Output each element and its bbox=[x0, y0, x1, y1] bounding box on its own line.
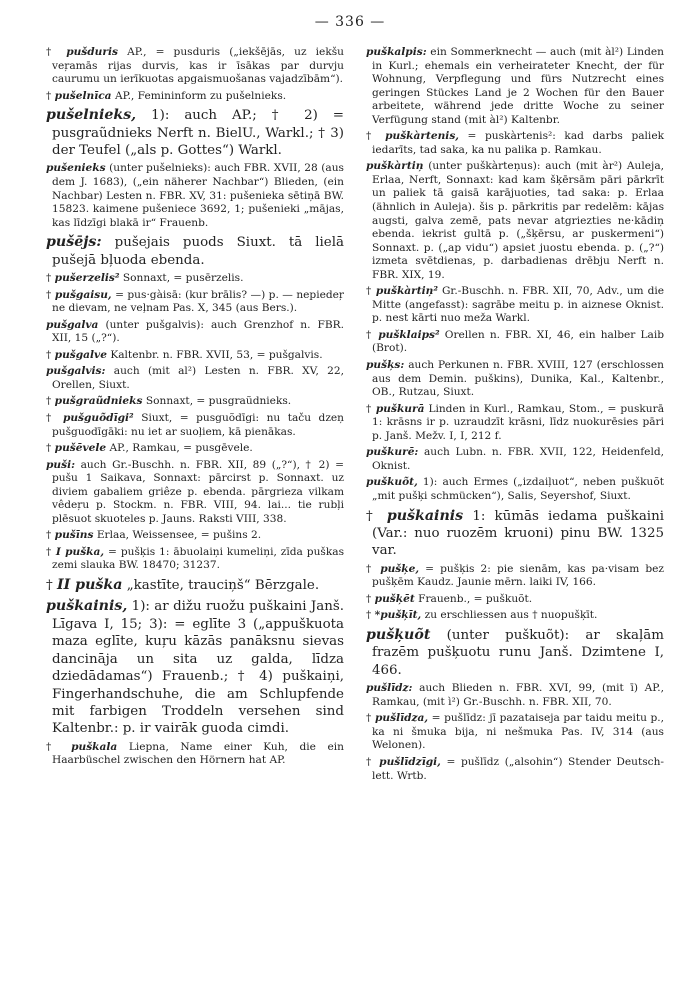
entry-body: (unter puškàrteņus): auch (mit àr²) Auleja, Erlaa, Nerft, Sonnaxt: kad kam šķērsām pāri pārkrīt un paliek tā gaisā karājuoties, tad saka: p. Erlaa (ähnlich in Auleja). šis p. pārkritis par redelēm: kājas augsti, galva zemē, pats nevar atgriezties ne·kādiņ ebenda. iekrist gultā p. („šķērsu, ar puskermeni“) Sonnaxt. p. („ap vidu“) apsiet juostu ebenda. p. („?“) izmeta svētdienas, p. darbadienas drēbju Nerft n. FBR. XIX, 19. bbox=[372, 160, 665, 281]
entry-body: AP., = pusduris („iekšējās, uz iekšu veŗamās rijas durvis, kas ir īsākas par durvju caurumu un ierīkuotas apgaismuošanas vajadzībām“). bbox=[52, 46, 344, 86]
entry-headword: pušguõdīgi² bbox=[62, 412, 134, 425]
entry-body: AP., Ramkau, = pusgēvele. bbox=[109, 442, 253, 455]
dictionary-entry bbox=[46, 106, 344, 159]
entry-body: ein Sommerknecht — auch (mit àl²) Linden in Kurl.; ehemals ein verheirateter Knecht, der für Wohnung, Verpflegung und fürs Nutzrecht eines geringen Stückes Land je 2 Wochen für den Bauer arbeitete, während jede dritte Woche zu seiner Verfügung stand (mit àl²) Kaltenbr. bbox=[372, 46, 664, 126]
dagger-mark: † bbox=[46, 545, 52, 558]
entry-body: AP., Femininform zu pušelnieks. bbox=[114, 89, 287, 102]
entry-headword: pušgalve bbox=[54, 348, 107, 361]
entry-headword: pušēvele bbox=[54, 442, 107, 455]
entry-body: auch Gr.-Buschh. n. FBR. XII, 89 („?“), † 2) = pušu 1 Saikava, Sonnaxt: pārcirst p. Sonnaxt. uz diviem gabaliem griêze p. ebenda. pārgrieza vilkam vêdeŗu p. Stockm. n. FBR. VIII, 94. lai... tie rubļi plēsuot skuoteles p. Jauns. Raksti VIII, 338. bbox=[52, 458, 344, 525]
dagger-mark: † bbox=[366, 130, 377, 143]
entry-headword: I puška, bbox=[55, 545, 105, 558]
entry-body: Erlaa, Weissensee, = pušins 2. bbox=[96, 529, 262, 542]
entry-headword: puškurē: bbox=[366, 446, 419, 459]
entry-body: = pus·gàisā: (kur brālis? —) p. — nepiedeŗ ne dievam, ne veļnam Pas. X, 345 (aus Bers.). bbox=[52, 288, 344, 315]
entry-headword: pušlīdzīgi, bbox=[379, 756, 441, 769]
dictionary-entry bbox=[366, 626, 664, 679]
entry-headword: II puška bbox=[56, 577, 123, 594]
entry-body: auch Perkunen n. FBR. XVIII, 127 (erschlossen aus dem Demin. puškins), Dunika, Kal., Kaltenbr., OB., Rutzau, Siuxt. bbox=[372, 359, 664, 399]
entry-body: = puskàrtenis²: kad darbs paliek iedarīts, tad saka, ka nu palika p. Ramkau. bbox=[372, 130, 665, 156]
dictionary-columns bbox=[46, 46, 664, 976]
entry-headword: pušlīdz: bbox=[366, 682, 413, 695]
left-column bbox=[46, 46, 344, 976]
dictionary-entry bbox=[366, 593, 664, 607]
entry-body: Siuxt, = pusguõdīgi: nu taču dzeņ pušguodīgāki: nu iet ar suoļiem, kā pienākas. bbox=[52, 412, 344, 438]
dictionary-entry bbox=[46, 349, 344, 363]
dagger-mark: † bbox=[46, 395, 52, 408]
dagger-mark: † bbox=[46, 46, 58, 58]
dictionary-entry bbox=[46, 46, 344, 87]
dagger-mark: † bbox=[46, 442, 52, 455]
entry-headword: pušgalva bbox=[46, 318, 99, 331]
dictionary-entry bbox=[46, 529, 344, 543]
entry-headword: pušenieks bbox=[46, 162, 106, 175]
entry-headword: pušķe, bbox=[380, 562, 420, 575]
dictionary-entry bbox=[46, 319, 344, 346]
dagger-mark: † bbox=[366, 562, 375, 575]
entry-headword: puškàrtenis, bbox=[385, 130, 459, 143]
dagger-mark: † bbox=[46, 89, 52, 102]
entry-headword: pušelnieks, bbox=[46, 107, 137, 124]
dagger-mark: † bbox=[46, 740, 60, 753]
entry-body: zu erschliessen aus † nuopušķīt. bbox=[424, 609, 598, 622]
entry-body: 1): ar dižu ruožu puškaini Janš. Līgava I, 15; 3): = eglīte 3 („appuškuota maza eglīte, kuŗu kāzās panāksnu sievas dancināja un sita uz galda, līdza dziedādamas“) Frauenb.; † 4) puškaiņi, Fingerhandschuhe, die am Schlupfende mit farbigen Troddeln versehen sind Kaltenbr.: p. ir vairāk guoda cimdi. bbox=[52, 599, 344, 737]
entry-headword: pušlīdza, bbox=[375, 712, 429, 725]
dictionary-entry bbox=[46, 272, 344, 286]
entry-headword: puškàrtiņ bbox=[366, 160, 424, 173]
entry-headword: puškuõt, bbox=[366, 476, 418, 489]
dictionary-entry bbox=[366, 476, 664, 503]
dagger-mark: † bbox=[366, 609, 372, 622]
dictionary-entry bbox=[366, 563, 664, 590]
entry-headword: pušīns bbox=[54, 529, 94, 542]
entry-headword: pušējs: bbox=[46, 234, 102, 251]
dictionary-entry bbox=[46, 162, 344, 230]
entry-headword: puškala bbox=[71, 740, 118, 753]
entry-headword: pušklaips² bbox=[378, 328, 440, 341]
dagger-mark: † bbox=[46, 272, 52, 285]
dagger-mark: † bbox=[366, 756, 374, 769]
entry-body: pušejais puods Siuxt. tā lielā pušejā bļuoda ebenda. bbox=[52, 235, 344, 268]
entry-headword: pušķēt bbox=[374, 592, 415, 605]
dagger-mark: † bbox=[46, 288, 52, 301]
dagger-mark: † bbox=[366, 508, 378, 524]
entry-body: = pušķis 2: pie sienām, kas pa·visam bez pušķēm Kaudz. Jaunie mērn. laiki IV, 166. bbox=[372, 562, 664, 589]
entry-headword: pušgalvis: bbox=[46, 365, 106, 378]
dictionary-entry bbox=[366, 446, 664, 473]
entry-body: auch Blieden n. FBR. XVI, 99, (mit ī) AP., Ramkau, (mit ì²) Gr.-Buschh. n. FBR. XII, 70. bbox=[372, 682, 664, 708]
dictionary-entry bbox=[46, 459, 344, 527]
dagger-mark: † bbox=[46, 578, 53, 594]
dictionary-entry bbox=[366, 46, 664, 127]
dictionary-entry bbox=[46, 289, 344, 316]
entry-headword: pušķs: bbox=[366, 359, 405, 372]
entry-body: Frauenb., = puškuõt. bbox=[418, 592, 533, 605]
entry-headword: pušduris bbox=[66, 46, 118, 58]
dictionary-entry bbox=[366, 507, 664, 560]
entry-body: 1): auch Ermes („izdaiļuot“, neben puškuõt „mit pušķi schmücken“), Salis, Seyershof, Siuxt. bbox=[372, 476, 665, 502]
dictionary-entry bbox=[46, 395, 344, 409]
entry-body: Sonnaxt, = pusgraũdnieks. bbox=[145, 395, 292, 408]
dictionary-entry bbox=[366, 712, 664, 753]
dictionary-entry bbox=[366, 403, 664, 444]
entry-headword: *pušķīt, bbox=[374, 609, 422, 622]
dagger-mark: † bbox=[366, 712, 372, 725]
entry-body: Liepna, Name einer Kuh, die ein Haarbüschel zwischen den Hörnern hat AP. bbox=[52, 740, 344, 767]
entry-body: 1): auch AP.; † 2) = pusgraũdnieks Nerft n. BielU., Warkl.; † 3) der Teufel („als p. Gottes“) Warkl. bbox=[52, 108, 344, 159]
dictionary-entry bbox=[366, 285, 664, 326]
dictionary-entry bbox=[46, 412, 344, 439]
entry-body: auch (mit al²) Lesten n. FBR. XV, 22, Orellen, Siuxt. bbox=[52, 365, 344, 391]
entry-body: Orellen n. FBR. XI, 46, ein halber Laib (Brot). bbox=[372, 328, 665, 355]
entry-headword: puškainis, bbox=[46, 598, 128, 615]
dictionary-entry bbox=[366, 359, 664, 400]
entry-body: „kastīte, trauciņš“ Bērzgale. bbox=[126, 578, 320, 594]
dagger-mark: † bbox=[46, 529, 52, 542]
entry-headword: puškurā bbox=[375, 402, 425, 415]
dictionary-entry bbox=[366, 756, 664, 783]
entry-body: = pušķis 1: ābuolaiņi kumeliņi, zīda puškas zemi slauka BW. 18470; 31237. bbox=[52, 545, 345, 572]
entry-headword: puškalpis: bbox=[366, 46, 427, 58]
dictionary-entry bbox=[366, 609, 664, 623]
entry-body: (unter puškuõt): ar skaļām frazēm pušķuotu runu Janš. Dzimtene I, 466. bbox=[372, 627, 664, 678]
dagger-mark: † bbox=[366, 328, 374, 341]
dictionary-entry bbox=[46, 546, 344, 573]
dictionary-entry bbox=[46, 90, 344, 104]
entry-body: (unter pušgalvis): auch Grenzhof n. FBR. XII, 15 („?“). bbox=[52, 318, 344, 345]
entry-body: 1: kūmās iedama puškaini (Var.: nuo ruozēm kruoni) pinu BW. 1325 var. bbox=[372, 508, 664, 559]
dictionary-entry bbox=[46, 233, 344, 269]
dagger-mark: † bbox=[366, 402, 372, 415]
dagger-mark: † bbox=[46, 412, 56, 425]
entry-body: Sonnaxt, = pusērzelis. bbox=[122, 272, 244, 285]
entry-body: Linden in Kurl., Ramkau, Stom., = puskurā 1: krāsns ir p. uzraudzīt krāsni, līdz nuokurēsies pāri p. Janš. Mežv. I, I, 212 f. bbox=[372, 402, 665, 442]
entry-body: auch Lubn. n. FBR. XVII, 122, Heidenfeld, Oknist. bbox=[372, 446, 664, 472]
dictionary-entry bbox=[46, 576, 344, 594]
entry-body: = pušlīdz („alsohin“) Stender Deutsch-lett. Wrtb. bbox=[372, 756, 665, 782]
right-column bbox=[366, 46, 664, 976]
entry-body: Gr.-Buschh. n. FBR. XII, 70, Adv., um die Mitte (angefasst): sagrābe meitu p. in aiznese Oknist. p. nest kārti nuo meža Warkl. bbox=[372, 285, 665, 325]
dagger-mark: † bbox=[46, 348, 52, 361]
entry-headword: pušgraũdnieks bbox=[54, 395, 143, 408]
dagger-mark: † bbox=[366, 285, 372, 298]
entry-headword: pušelnīca bbox=[54, 89, 112, 102]
entry-headword: puši: bbox=[46, 458, 76, 471]
entry-body: (unter pušelnieks): auch FBR. XVII, 28 (aus dem J. 1683), („ein näherer Nachbar“) Blieden, (ein Nachbar) Lesten n. FBR. XV, 31: pušenieka sētiņā BW. 15823. kaimene pušeniece 3692, 1; pušenieki „mājas, kas līdzīgi blakā ir“ Frauenb. bbox=[52, 162, 344, 229]
dictionary-entry bbox=[366, 682, 664, 709]
dictionary-entry bbox=[46, 365, 344, 392]
entry-headword: puškàrtiņ² bbox=[375, 285, 438, 298]
dictionary-entry bbox=[46, 741, 344, 768]
dictionary-entry bbox=[366, 130, 664, 157]
dictionary-entry bbox=[366, 329, 664, 356]
dictionary-entry bbox=[46, 442, 344, 456]
dagger-mark: † bbox=[366, 592, 372, 605]
entry-body: Kaltenbr. n. FBR. XVII, 53, = pušgalvis. bbox=[110, 348, 323, 361]
entry-body: = pušlīdz: jī pazataiseja par taidu meitu p., ka ni šmuka bija, ni nešmuka Pas. IV, 314 (aus Welonen). bbox=[372, 712, 665, 752]
entry-headword: puškainis bbox=[386, 507, 464, 524]
page-number: — 336 — bbox=[314, 14, 386, 30]
entry-headword: pušgaisu, bbox=[54, 288, 112, 301]
dictionary-entry bbox=[366, 160, 664, 282]
entry-headword: pušķuõt bbox=[366, 626, 431, 643]
entry-headword: pušerzelis² bbox=[54, 272, 120, 285]
dictionary-entry bbox=[46, 597, 344, 737]
